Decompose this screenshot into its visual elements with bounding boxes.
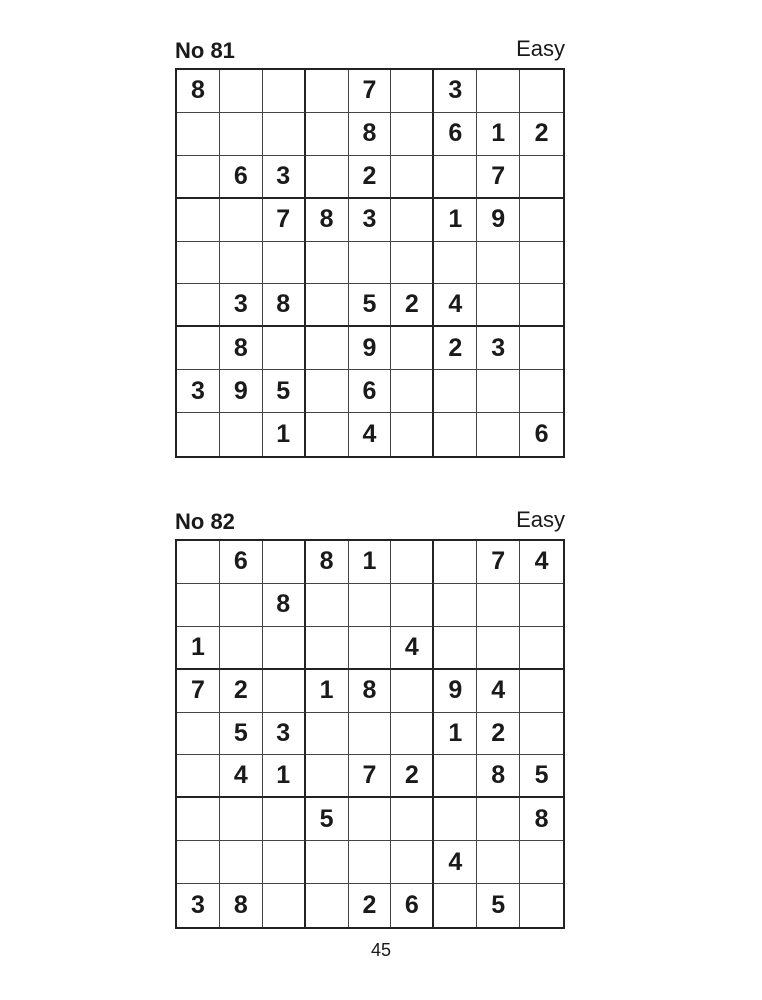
sudoku-cell[interactable]: 5 <box>263 370 306 413</box>
sudoku-cell[interactable] <box>434 884 477 927</box>
sudoku-cell[interactable] <box>263 70 306 113</box>
puzzle-difficulty: Easy <box>516 507 565 532</box>
sudoku-cell[interactable]: 3 <box>477 327 520 370</box>
sudoku-cell[interactable] <box>391 413 434 456</box>
sudoku-cell[interactable]: 2 <box>520 113 563 156</box>
puzzle-title: No 81 <box>175 38 235 63</box>
sudoku-cell[interactable] <box>306 627 349 670</box>
sudoku-cell[interactable]: 4 <box>477 670 520 713</box>
sudoku-cell[interactable] <box>220 841 263 884</box>
sudoku-cell[interactable] <box>263 327 306 370</box>
sudoku-cell[interactable]: 6 <box>434 113 477 156</box>
sudoku-cell[interactable]: 9 <box>434 670 477 713</box>
sudoku-cell[interactable] <box>434 798 477 841</box>
sudoku-cell[interactable] <box>349 627 392 670</box>
sudoku-cell[interactable] <box>220 242 263 285</box>
sudoku-cell[interactable]: 4 <box>349 413 392 456</box>
sudoku-cell[interactable]: 6 <box>349 370 392 413</box>
sudoku-cell[interactable]: 6 <box>220 156 263 199</box>
sudoku-cell[interactable] <box>177 413 220 456</box>
sudoku-cell[interactable]: 7 <box>263 199 306 242</box>
sudoku-cell[interactable]: 8 <box>306 541 349 584</box>
sudoku-cell[interactable] <box>177 242 220 285</box>
sudoku-cell[interactable]: 3 <box>349 199 392 242</box>
sudoku-cell[interactable]: 4 <box>391 627 434 670</box>
sudoku-cell[interactable] <box>520 70 563 113</box>
sudoku-cell[interactable]: 8 <box>220 327 263 370</box>
sudoku-cell[interactable]: 9 <box>220 370 263 413</box>
sudoku-cell[interactable]: 2 <box>220 670 263 713</box>
sudoku-cell[interactable]: 7 <box>349 755 392 798</box>
sudoku-cell[interactable] <box>220 413 263 456</box>
sudoku-cell[interactable] <box>306 327 349 370</box>
sudoku-cell[interactable]: 1 <box>434 199 477 242</box>
sudoku-cell[interactable] <box>477 413 520 456</box>
sudoku-cell[interactable] <box>306 755 349 798</box>
sudoku-grid <box>175 539 565 929</box>
sudoku-cell[interactable] <box>177 199 220 242</box>
sudoku-cell[interactable]: 7 <box>177 670 220 713</box>
sudoku-cell[interactable] <box>306 884 349 927</box>
sudoku-cell[interactable] <box>391 113 434 156</box>
sudoku-cell[interactable] <box>520 584 563 627</box>
sudoku-cell[interactable]: 7 <box>477 156 520 199</box>
sudoku-cell[interactable]: 8 <box>306 199 349 242</box>
sudoku-cell[interactable]: 2 <box>391 284 434 327</box>
sudoku-cell[interactable] <box>177 841 220 884</box>
sudoku-cell[interactable] <box>477 370 520 413</box>
sudoku-cell[interactable] <box>306 284 349 327</box>
sudoku-cell[interactable] <box>306 413 349 456</box>
sudoku-cell[interactable] <box>177 713 220 756</box>
sudoku-cell[interactable]: 8 <box>263 284 306 327</box>
sudoku-cell[interactable] <box>434 242 477 285</box>
sudoku-cell[interactable] <box>306 113 349 156</box>
sudoku-cell[interactable] <box>349 798 392 841</box>
sudoku-cell[interactable]: 8 <box>477 755 520 798</box>
sudoku-cell[interactable] <box>391 70 434 113</box>
sudoku-cell[interactable] <box>477 242 520 285</box>
sudoku-cell[interactable] <box>520 713 563 756</box>
sudoku-cell[interactable] <box>477 70 520 113</box>
sudoku-cell[interactable] <box>263 884 306 927</box>
sudoku-cell[interactable] <box>177 156 220 199</box>
sudoku-cell[interactable] <box>391 156 434 199</box>
sudoku-cell[interactable]: 6 <box>534 420 549 449</box>
sudoku-cell[interactable]: 5 <box>349 284 392 327</box>
sudoku-cell[interactable]: 8 <box>220 884 263 927</box>
sudoku-cell[interactable]: 8 <box>177 70 220 113</box>
sudoku-cell[interactable] <box>220 113 263 156</box>
sudoku-cell[interactable]: 8 <box>263 584 306 627</box>
sudoku-cell[interactable]: 3 <box>220 284 263 327</box>
sudoku-cell[interactable] <box>306 242 349 285</box>
sudoku-cell[interactable]: 5 <box>477 884 520 927</box>
sudoku-cell[interactable]: 1 <box>306 670 349 713</box>
sudoku-cell[interactable] <box>520 242 563 285</box>
sudoku-cell[interactable]: 1 <box>434 713 477 756</box>
sudoku-cell[interactable] <box>434 584 477 627</box>
sudoku-cell[interactable] <box>306 841 349 884</box>
sudoku-cell[interactable] <box>520 156 563 199</box>
sudoku-cell[interactable] <box>391 541 434 584</box>
sudoku-cell[interactable]: 1 <box>477 113 520 156</box>
sudoku-cell[interactable] <box>434 755 477 798</box>
sudoku-cell[interactable] <box>391 670 434 713</box>
sudoku-cell[interactable]: 2 <box>434 327 477 370</box>
sudoku-cell[interactable]: 3 <box>263 156 306 199</box>
sudoku-cell[interactable] <box>349 242 392 285</box>
sudoku-cell[interactable] <box>391 841 434 884</box>
sudoku-cell[interactable] <box>177 798 220 841</box>
sudoku-cell[interactable] <box>177 541 220 584</box>
sudoku-cell[interactable] <box>434 413 477 456</box>
sudoku-cell[interactable] <box>177 755 220 798</box>
sudoku-cell[interactable] <box>263 798 306 841</box>
sudoku-cell[interactable] <box>177 327 220 370</box>
sudoku-cell[interactable]: 4 <box>520 541 563 584</box>
sudoku-cell[interactable] <box>520 284 563 327</box>
sudoku-cell[interactable]: 2 <box>477 713 520 756</box>
sudoku-cell[interactable]: 4 <box>434 841 477 884</box>
sudoku-cell[interactable]: 7 <box>349 70 392 113</box>
sudoku-cell[interactable] <box>220 199 263 242</box>
sudoku-cell[interactable]: 8 <box>349 113 392 156</box>
sudoku-puzzle-82 <box>175 505 565 929</box>
sudoku-cell[interactable]: 5 <box>520 755 563 798</box>
sudoku-cell[interactable] <box>477 284 520 327</box>
sudoku-cell[interactable] <box>177 284 220 327</box>
sudoku-cell[interactable] <box>520 627 563 670</box>
sudoku-cell[interactable] <box>220 798 263 841</box>
sudoku-cell[interactable] <box>520 841 563 884</box>
sudoku-cell[interactable] <box>434 627 477 670</box>
sudoku-cell[interactable] <box>263 841 306 884</box>
sudoku-cell[interactable]: 3 <box>177 884 220 927</box>
sudoku-cell[interactable] <box>177 584 220 627</box>
sudoku-cell[interactable]: 8 <box>520 798 563 841</box>
sudoku-cell[interactable] <box>434 370 477 413</box>
puzzle-difficulty: Easy <box>516 36 565 61</box>
sudoku-cell[interactable]: 2 <box>349 156 392 199</box>
sudoku-cell[interactable] <box>306 584 349 627</box>
sudoku-cell[interactable]: 3 <box>177 370 220 413</box>
sudoku-cell[interactable] <box>477 841 520 884</box>
sudoku-cell[interactable] <box>434 156 477 199</box>
sudoku-cell[interactable] <box>220 70 263 113</box>
sudoku-cell[interactable] <box>391 199 434 242</box>
sudoku-cell[interactable] <box>263 541 306 584</box>
sudoku-cell[interactable] <box>349 584 392 627</box>
sudoku-cell[interactable] <box>306 713 349 756</box>
sudoku-cell[interactable] <box>520 199 563 242</box>
sudoku-cell[interactable] <box>263 113 306 156</box>
sudoku-cell[interactable] <box>220 627 263 670</box>
sudoku-cell[interactable] <box>520 327 563 370</box>
sudoku-cell[interactable] <box>477 798 520 841</box>
puzzle-header <box>175 505 565 539</box>
sudoku-cell[interactable]: 1 <box>263 413 306 456</box>
sudoku-cell[interactable] <box>477 584 520 627</box>
sudoku-grid <box>175 68 565 458</box>
page-number: 45 <box>370 940 392 960</box>
sudoku-cell[interactable]: 4 <box>220 755 263 798</box>
sudoku-cell[interactable] <box>391 327 434 370</box>
sudoku-cell[interactable]: 2 <box>349 884 392 927</box>
sudoku-cell[interactable] <box>263 670 306 713</box>
sudoku-cell[interactable] <box>306 70 349 113</box>
sudoku-cell[interactable]: 5 <box>306 798 349 841</box>
sudoku-cell[interactable] <box>434 541 477 584</box>
sudoku-cell[interactable] <box>391 584 434 627</box>
sudoku-cell[interactable] <box>391 242 434 285</box>
sudoku-cell[interactable] <box>263 627 306 670</box>
sudoku-cell[interactable] <box>391 370 434 413</box>
sudoku-cell[interactable]: 9 <box>477 199 520 242</box>
sudoku-cell[interactable] <box>263 242 306 285</box>
sudoku-cell[interactable]: 6 <box>220 541 263 584</box>
sudoku-cell[interactable]: 6 <box>391 884 434 927</box>
sudoku-cell[interactable]: 1 <box>349 541 392 584</box>
sudoku-cell[interactable] <box>391 798 434 841</box>
sudoku-cell[interactable] <box>177 113 220 156</box>
sudoku-cell[interactable]: 8 <box>349 670 392 713</box>
sudoku-cell[interactable] <box>391 713 434 756</box>
sudoku-cell[interactable] <box>349 713 392 756</box>
sudoku-cell[interactable]: 3 <box>263 713 306 756</box>
sudoku-cell[interactable] <box>349 841 392 884</box>
sudoku-cell[interactable] <box>520 884 563 927</box>
sudoku-puzzle-81 <box>175 34 565 458</box>
sudoku-cell[interactable] <box>220 584 263 627</box>
sudoku-cell[interactable]: 1 <box>177 627 220 670</box>
sudoku-cell[interactable]: 3 <box>434 70 477 113</box>
sudoku-cell[interactable] <box>520 370 563 413</box>
sudoku-cell[interactable]: 1 <box>263 755 306 798</box>
sudoku-cell[interactable] <box>306 156 349 199</box>
sudoku-cell[interactable] <box>520 670 563 713</box>
puzzle-header <box>175 34 565 68</box>
sudoku-cell[interactable]: 7 <box>477 541 520 584</box>
sudoku-cell[interactable]: 5 <box>220 713 263 756</box>
puzzle-title: No 82 <box>175 509 235 534</box>
sudoku-cell[interactable]: 4 <box>434 284 477 327</box>
sudoku-cell[interactable]: 9 <box>349 327 392 370</box>
sudoku-cell[interactable] <box>306 370 349 413</box>
sudoku-cell[interactable]: 2 <box>391 755 434 798</box>
sudoku-cell[interactable] <box>477 627 520 670</box>
